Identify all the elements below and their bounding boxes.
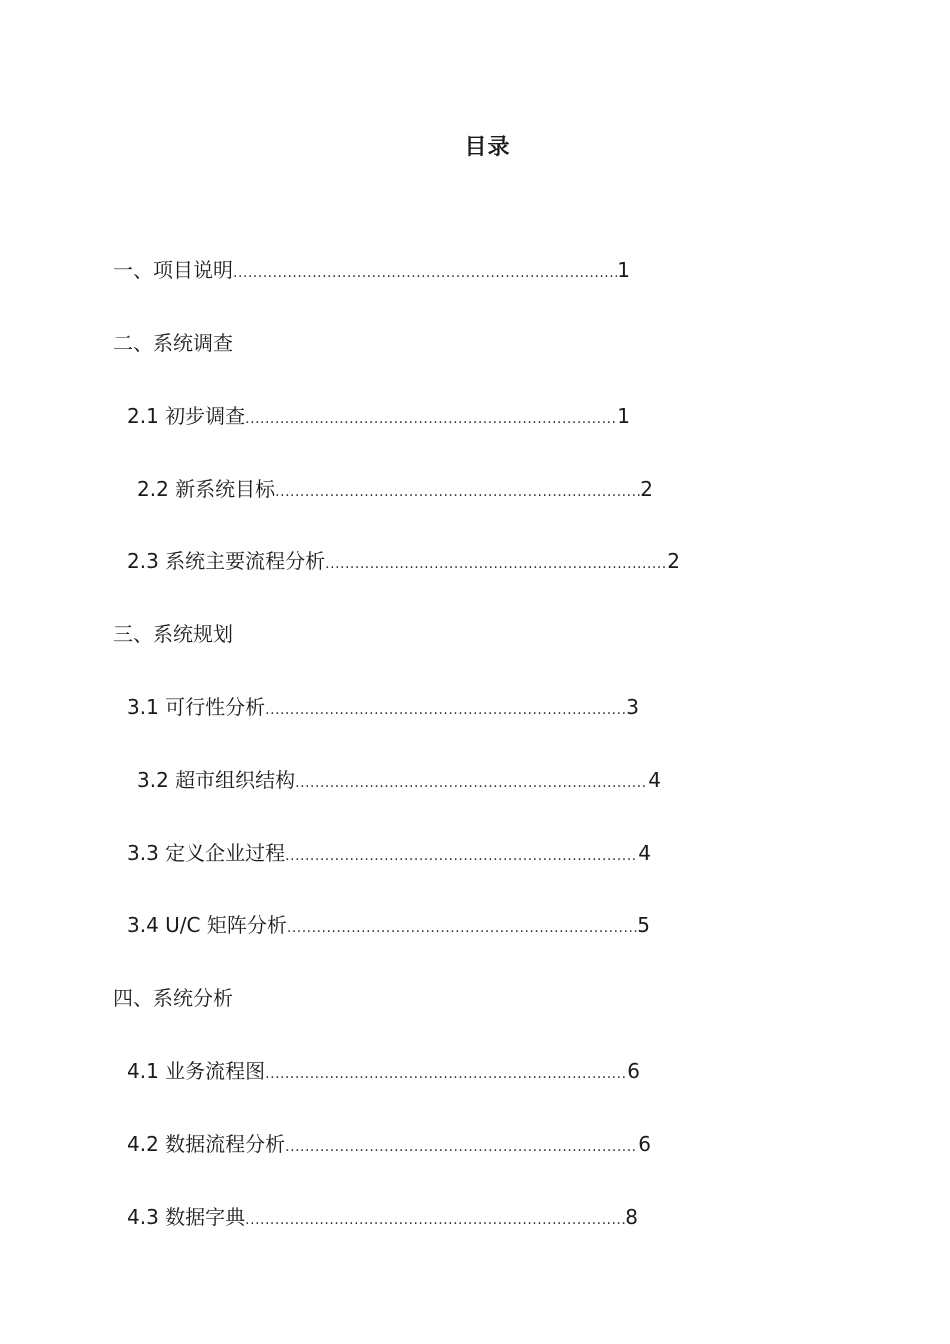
toc-entry-label: 二、系统调查 — [113, 331, 233, 355]
toc-entry-label: 一、项目说明 — [113, 258, 233, 282]
toc-entry-label: 四、系统分析 — [113, 986, 233, 1010]
toc-leader-dots — [325, 550, 667, 578]
toc-entry-4-1 — [127, 1057, 640, 1085]
toc-leader-dots — [233, 259, 617, 287]
toc-section-4 — [113, 984, 233, 1012]
toc-section-2 — [113, 329, 233, 357]
toc-entry-1 — [113, 256, 630, 284]
toc-entry-page: 6 — [627, 1059, 640, 1083]
toc-entry-2-3 — [127, 547, 680, 575]
toc-entry-label: 2.3 系统主要流程分析 — [127, 549, 326, 573]
toc-entry-4-3 — [127, 1203, 638, 1231]
toc-section-3 — [113, 620, 233, 648]
toc-entry-page: 6 — [638, 1132, 651, 1156]
toc-entry-3-3 — [127, 839, 651, 867]
toc-entry-3-4 — [127, 911, 650, 939]
toc-entry-page: 4 — [638, 841, 651, 865]
toc-entry-label: 2.2 新系统目标 — [137, 477, 276, 501]
toc-entry-label: 4.1 业务流程图 — [127, 1059, 266, 1083]
toc-entry-label: 3.4 U/C 矩阵分析 — [127, 913, 287, 937]
toc-entry-label: 3.2 超市组织结构 — [137, 768, 296, 792]
toc-leader-dots — [295, 769, 648, 797]
toc-entry-page: 3 — [626, 695, 639, 719]
toc-leader-dots — [285, 842, 638, 870]
toc-leader-dots — [265, 1060, 627, 1088]
toc-leader-dots — [275, 478, 640, 506]
toc-entry-2-2 — [137, 475, 653, 503]
toc-leader-dots — [287, 914, 637, 942]
toc-entry-label: 4.3 数据字典 — [127, 1205, 246, 1229]
toc-entry-label: 4.2 数据流程分析 — [127, 1132, 286, 1156]
toc-entry-3-1 — [127, 693, 639, 721]
toc-entry-page: 1 — [617, 404, 630, 428]
toc-entry-page: 1 — [617, 258, 630, 282]
toc-entry-3-2 — [137, 766, 661, 794]
toc-entry-label: 3.1 可行性分析 — [127, 695, 266, 719]
toc-entry-page: 4 — [648, 768, 661, 792]
toc-entry-label: 2.1 初步调查 — [127, 404, 246, 428]
toc-entry-label: 3.3 定义企业过程 — [127, 841, 286, 865]
toc-leader-dots — [245, 405, 617, 433]
toc-leader-dots — [285, 1133, 638, 1161]
toc-entry-page: 2 — [667, 549, 680, 573]
toc-entry-page: 5 — [637, 913, 650, 937]
toc-entry-2-1 — [127, 402, 630, 430]
toc-entry-label: 三、系统规划 — [113, 622, 233, 646]
toc-leader-dots — [265, 696, 626, 724]
toc-leader-dots — [245, 1206, 625, 1234]
toc-entry-4-2 — [127, 1130, 651, 1158]
toc-entry-page: 8 — [625, 1205, 638, 1229]
toc-title: 目录 — [464, 135, 511, 160]
toc-entry-page: 2 — [640, 477, 653, 501]
